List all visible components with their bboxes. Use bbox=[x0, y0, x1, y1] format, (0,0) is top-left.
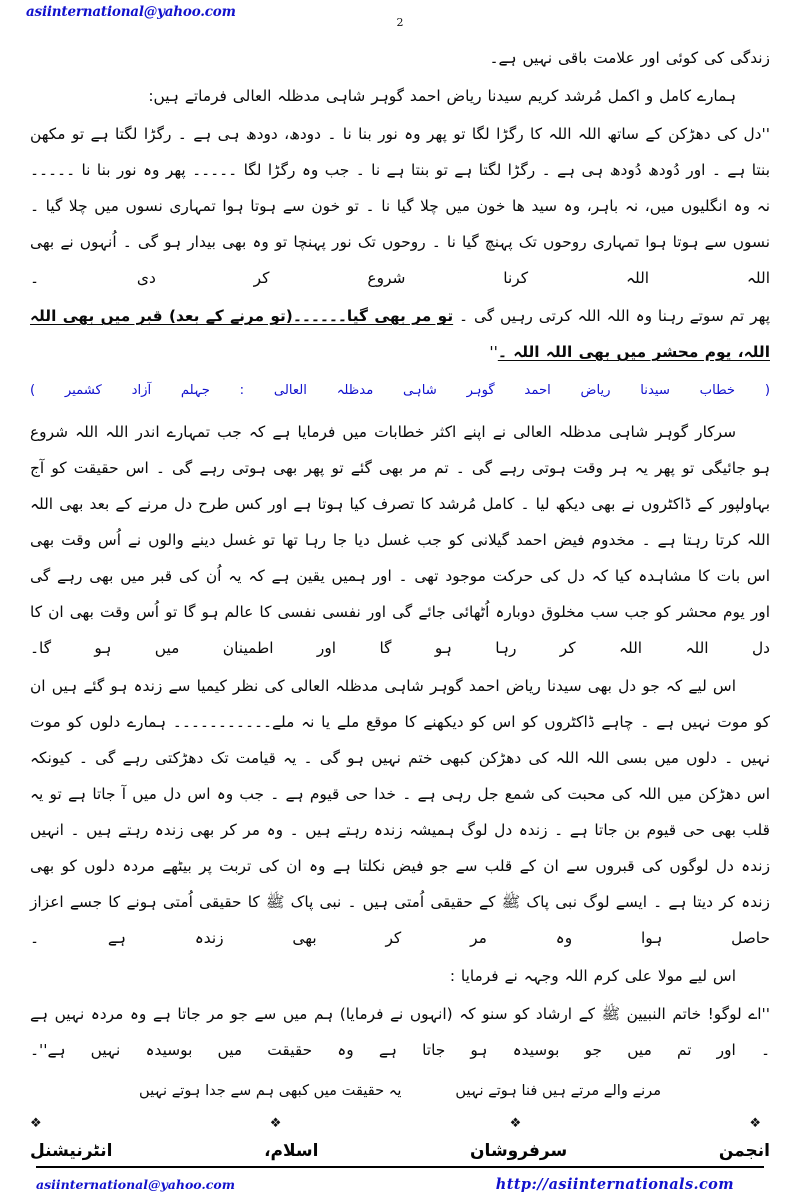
couplet bbox=[30, 1076, 770, 1106]
star-ornament-icon: ❖ ❖ ❖ ❖ bbox=[30, 1116, 770, 1131]
attribution-line: ( خطاب سیدنا ریاض احمد گوہر شاہی مدظلہ العالی : جہلم آزاد کشمیر ) bbox=[30, 383, 770, 398]
paragraph-2: اس لیے کہ جو دل بھی سیدنا ریاض احمد گوہر شاہی مدظلہ العالی کی نظر کیمیا سے زندہ ہو گئے ہیں ان کو موت نہیں ہے ۔ چاہے ڈاکٹروں کو اس کو دیکھنے کا موقع ملے یا نہ ملے۔۔۔۔۔۔۔۔۔۔۔ ہمارے دلوں کو موت نہیں ۔ دلوں میں بسی اللہ اللہ کی دھڑکن کبھی ختم نہیں ہو گی ۔ یہ قیامت تک دھڑکتی رہے گی ۔ کیونکہ اس دھڑکن میں اللہ کی محبت کی شمع جل رہی ہے ۔ خدا حی قیوم ہے ۔ جب وہ اس دل میں آ جاتا ہے تو یہ قلب بھی حی قیوم بن جاتا ہے ۔ زندہ دل لوگ ہمیشہ زندہ رہتے ہیں ۔ وہ مر کر بھی زندہ رہتے ہیں ۔ انہیں زندہ دل لوگوں کی قبروں سے ان کے قلب سے جو فیض نکلتا ہے وہ ان کی تربت پر بیٹھے مردہ دلوں کو بھی زندہ کر دیتا ہے ۔ ایسے لوگ نبی پاک ﷺ کے حقیقی اُمتی ہیں ۔ نبی پاک ﷺ کا حقیقی اُمتی ہونے کا جسے اعزاز حاصل ہوا وہ مر کر بھی زندہ ہے ۔ bbox=[30, 677, 770, 947]
footer-row bbox=[36, 1176, 764, 1193]
document-body bbox=[30, 40, 770, 1161]
paragraph-1: سرکار گوہر شاہی مدظلہ العالی نے اپنے اکثر خطابات میں فرمایا ہے کہ جب تمہارے اندر اللہ اللہ شروع ہو جائیگی تو پھر یہ ہر وقت ہوتی رہے گی ۔ تم مر بھی گئے تو پھر بھی ہوتی رہے گی ۔ اس حقیقت کو آج بہاولپور کے ڈاکٹروں نے بھی دیکھ لیا ۔ کامل مُرشد کا تصرف کیا ہوتا ہے اور کس طرح دل مرنے کے بعد بھی اللہ اللہ کرتا رہتا ہے ۔ مخدوم فیض احمد گیلانی کو جب غسل دیا جا رہا تھا تو غسل دینے والوں نے اُس وقت بھی اس بات کا مشاہدہ کیا کہ دل کی حرکت موجود تھی ۔ اور ہمیں یقین ہے کہ یہ اُن کی قبر میں بھی رہے گی اور یوم محشر کو جب سب مخلوق دوبارہ اُٹھائی جائے گی اور نفسی نفسی کا عالم ہو گا تو اُس وقت بھی ان کا دل اللہ اللہ کر رہا ہو گا اور اطمینان میں ہو گا۔ bbox=[30, 423, 770, 657]
quote-block-2-plain: پھر تم سوتے رہنا وہ اللہ اللہ کرتی رہیں گی ۔ bbox=[453, 307, 770, 325]
footer-divider bbox=[36, 1166, 764, 1168]
organization-name: انجمن سرفروشان اسلام، انٹرنیشنل bbox=[30, 1141, 770, 1161]
footer-url[interactable]: http://asiinternationals.com bbox=[495, 1176, 734, 1193]
quote-block-2 bbox=[30, 298, 770, 370]
couplet-hemistich-1: مرنے والے مرتے ہیں فنا ہوتے نہیں bbox=[455, 1082, 662, 1099]
couplet-hemistich-2: یہ حقیقت میں کبھی ہم سے جدا ہوتے نہیں bbox=[138, 1082, 402, 1099]
page-header bbox=[0, 2, 800, 36]
intro-line: ہمارے کامل و اکمل مُرشد کریم سیدنا ریاض احمد گوہر شاہی مدظلہ العالی فرماتے ہیں: bbox=[148, 87, 736, 105]
page-number: 2 bbox=[396, 16, 404, 29]
paragraph-3: اس لیے مولا علی کرم اللہ وجہہ نے فرمایا : bbox=[449, 967, 736, 985]
continuation-line: زندگی کی کوئی اور علامت باقی نہیں ہے۔ bbox=[489, 49, 770, 67]
quote-block-2-emphasis: تو مر بھی گیا۔۔۔۔۔۔(تو مرنے کے بعد) قبر میں بھی اللہ اللہ، یوم محشر میں بھی اللہ اللہ ۔ bbox=[30, 307, 770, 361]
quote-block-1: ''دل کی دھڑکن کے ساتھ اللہ اللہ کا رگڑا لگا تو پھر وہ نور بنا نا ۔ دودھ، دودھ ہی ہے ۔ رگڑا لگتا ہے تو مکھن بنتا ہے ۔ اور دُودھ دُودھ ہی ہے ۔ رگڑا لگتا ہے تو بنتا ہے نا ۔ جب وہ رگڑا لگا ۔۔۔۔۔ پھر وہ نور بنا نا ۔۔۔۔۔ نہ وہ انگلیوں میں، نہ باہر، وہ سید ھا خون میں چلا گیا نا ۔ تو خون سے ہوتا ہوا تمہاری نسوں میں چلا گیا ۔ نسوں سے ہوتا ہوا تمہاری روحوں تک پہنچ گیا نا ۔ روحوں تک نور پہنچا تو وہ بھی بیدار ہو گی ۔ اُنہوں نے بھی اللہ اللہ کرنا شروع کر دی ۔ bbox=[30, 125, 770, 287]
header-email[interactable]: asiinternational@yahoo.com bbox=[26, 4, 236, 20]
quote-block-3: ''اے لوگو! خاتم النبیین ﷺ کے ارشاد کو سنو کہ (انہوں نے فرمایا) ہم میں سے جو مر جاتا ہے وہ مردہ نہیں ہے ۔ اور تم میں جو بوسیدہ ہو جاتا ہے وہ حقیقت میں بوسیدہ نہیں ہے''۔ bbox=[30, 1005, 770, 1059]
footer-email[interactable]: asiinternational@yahoo.com bbox=[36, 1177, 235, 1192]
quote-block-2-close: '' bbox=[489, 343, 498, 361]
